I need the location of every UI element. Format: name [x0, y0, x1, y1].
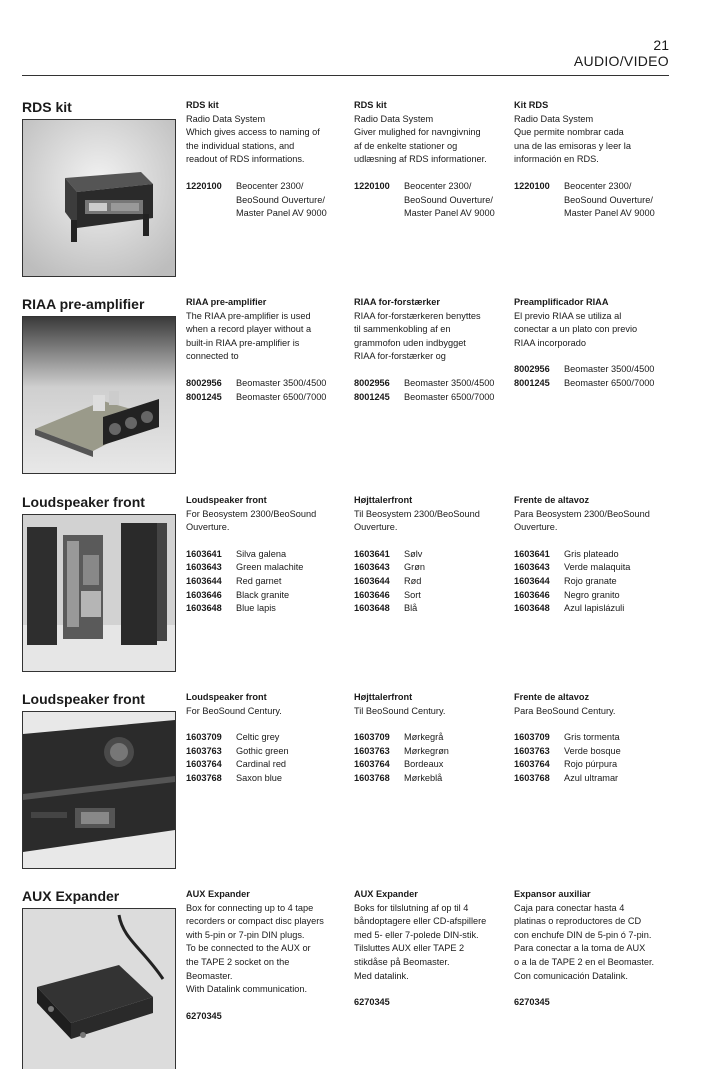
item-code: 1603643 [186, 562, 222, 573]
item-row [354, 180, 514, 221]
product-description: Box for connecting up to 4 tape recorders or compact disc players with 5-pin or 7-pin DIN plugs. To be connected to the AUX or the TAPE 2 socket on the Beomaster. With Datalink communication. [186, 902, 324, 995]
item-row [354, 561, 514, 575]
item-code: 1603641 [354, 548, 390, 559]
item-name: Beomaster 6500/7000 [236, 391, 327, 402]
section-title: RIAA pre-amplifier [22, 296, 145, 312]
item-name: Sort [404, 589, 421, 600]
item-row [354, 745, 514, 759]
item-code: 1220100 [186, 180, 222, 191]
item-list [186, 180, 346, 221]
item-code: 1220100 [514, 180, 550, 191]
item-name: Mørkegrå [404, 732, 444, 743]
item-list [514, 363, 674, 390]
item-row [354, 377, 514, 391]
item-code: 1603644 [186, 575, 222, 586]
item-code: 1603646 [186, 589, 222, 600]
item-list [186, 377, 346, 404]
item-row [186, 561, 346, 575]
section-title: Loudspeaker front [22, 691, 145, 707]
item-row [514, 758, 674, 772]
column-spanish [514, 888, 674, 1010]
item-name: Mørkegrøn [404, 745, 449, 756]
column-spanish [514, 99, 674, 221]
product-description: Radio Data System Giver mulighed for navngivning af de enkelte stationer og udlæsning af RDS informationer. [354, 113, 487, 165]
product-description: Radio Data System Que permite nombrar cada una de las emisoras y leer la información en RDS. [514, 113, 631, 165]
product-heading: Frente de altavoz [514, 692, 590, 702]
item-list [354, 548, 514, 616]
product-description: The RIAA pre-amplifier is used when a record player without a built-in RIAA pre-amplifier is connected to [186, 310, 312, 362]
item-name: Red garnet [236, 575, 282, 586]
item-list [514, 548, 674, 616]
item-code: 1603643 [514, 562, 550, 573]
item-name: Beomaster 6500/7000 [404, 391, 495, 402]
item-row [354, 996, 514, 1010]
item-code: 1603709 [354, 732, 390, 743]
item-code: 1603648 [186, 603, 222, 614]
item-name: Gris plateado [564, 548, 619, 559]
item-row [186, 731, 346, 745]
item-code: 1603648 [514, 603, 550, 614]
item-row [514, 772, 674, 786]
item-code: 1220100 [354, 180, 390, 191]
item-row [354, 391, 514, 405]
product-heading: Højttalerfront [354, 495, 413, 505]
product-heading: Expansor auxiliar [514, 889, 591, 899]
column-danish [354, 99, 514, 221]
item-row [514, 363, 674, 377]
product-description: RIAA for-forstærkeren benyttes til sammenkobling af en grammofon uden indbygget RIAA for-forstærker og [354, 310, 481, 362]
column-english [186, 691, 346, 786]
item-row [354, 548, 514, 562]
product-heading: Kit RDS [514, 100, 549, 110]
item-name: Beocenter 2300/ BeoSound Ouverture/ Master Panel AV 9000 [236, 180, 327, 219]
item-name: Beocenter 2300/ BeoSound Ouverture/ Master Panel AV 9000 [404, 180, 495, 219]
item-name: Rojo granate [564, 575, 617, 586]
item-code: 1603768 [514, 772, 550, 783]
product-heading: RIAA pre-amplifier [186, 297, 267, 307]
product-heading: RDS kit [354, 100, 387, 110]
column-english [186, 99, 346, 221]
item-code: 8002956 [186, 377, 222, 388]
item-name: Verde malaquita [564, 562, 631, 573]
product-description: Para Beosystem 2300/BeoSound Ouverture. [514, 508, 650, 533]
product-heading: Frente de altavoz [514, 495, 590, 505]
item-code: 1603763 [514, 745, 550, 756]
item-list [514, 731, 674, 785]
item-row [186, 772, 346, 786]
column-english [186, 296, 346, 404]
item-code: 1603763 [354, 745, 390, 756]
product-photo-aux-expander [22, 908, 176, 1069]
item-code: 1603644 [354, 575, 390, 586]
item-row [186, 1010, 346, 1024]
item-row [514, 745, 674, 759]
item-row [514, 180, 674, 221]
item-code: 1603709 [186, 732, 222, 743]
item-name: Beomaster 3500/4500 [564, 364, 655, 375]
item-row [514, 575, 674, 589]
item-name: Azul ultramar [564, 772, 619, 783]
product-heading: RDS kit [186, 100, 219, 110]
product-description: Til Beosystem 2300/BeoSound Ouverture. [354, 508, 480, 533]
item-code: 6270345 [514, 997, 550, 1008]
item-name: Grøn [404, 562, 425, 573]
item-name: Negro granito [564, 589, 620, 600]
item-name: Blå [404, 603, 418, 614]
item-code: 1603764 [354, 759, 390, 770]
item-list [354, 180, 514, 221]
page-category: AUDIO/VIDEO [573, 53, 669, 69]
item-row [514, 548, 674, 562]
item-code: 1603641 [186, 548, 222, 559]
item-row [186, 548, 346, 562]
item-row [354, 602, 514, 616]
column-danish [354, 296, 514, 404]
item-row [354, 731, 514, 745]
item-code: 8001245 [186, 391, 222, 402]
item-row [514, 731, 674, 745]
item-name: Beocenter 2300/ BeoSound Ouverture/ Master Panel AV 9000 [564, 180, 655, 219]
item-code: 1603648 [354, 603, 390, 614]
product-description: Boks for tilslutning af op til 4 båndoptagere eller CD-afspillere med 5- eller 7-polede DIN-stik. Tilsluttes AUX eller TAPE 2 stikdåse på Beomaster. Med datalink. [354, 902, 487, 981]
column-danish [354, 888, 514, 1010]
item-name: Rojo púrpura [564, 759, 618, 770]
item-code: 6270345 [354, 997, 390, 1008]
item-code: 1603768 [354, 772, 390, 783]
item-list [354, 731, 514, 785]
column-spanish [514, 296, 674, 391]
section-title: RDS kit [22, 99, 72, 115]
item-name: Silva galena [236, 548, 287, 559]
item-row [354, 589, 514, 603]
item-code: 8002956 [514, 364, 550, 375]
item-code: 1603709 [514, 732, 550, 743]
item-list [354, 996, 514, 1010]
item-name: Bordeaux [404, 759, 444, 770]
item-name: Mørkeblå [404, 772, 443, 783]
product-description: Para BeoSound Century. [514, 705, 616, 716]
item-list [186, 1010, 346, 1024]
item-code: 8002956 [354, 377, 390, 388]
product-description: Til BeoSound Century. [354, 705, 446, 716]
item-row [186, 602, 346, 616]
product-description: El previo RIAA se utiliza al conectar a un plato con previo RIAA incorporado [514, 310, 638, 348]
product-photo-rds-kit [22, 119, 176, 277]
item-list [186, 731, 346, 785]
item-row [514, 602, 674, 616]
item-name: Saxon blue [236, 772, 282, 783]
item-name: Gothic green [236, 745, 289, 756]
item-name: Black granite [236, 589, 290, 600]
item-row [514, 377, 674, 391]
item-name: Green malachite [236, 562, 304, 573]
section-title: AUX Expander [22, 888, 120, 904]
item-row [354, 758, 514, 772]
product-description: For BeoSound Century. [186, 705, 282, 716]
item-row [186, 377, 346, 391]
column-english [186, 494, 346, 616]
item-code: 1603641 [514, 548, 550, 559]
product-photo-loudspeaker-beosystem [22, 514, 176, 672]
item-code: 1603646 [354, 589, 390, 600]
item-code: 1603646 [514, 589, 550, 600]
column-spanish [514, 691, 674, 786]
product-heading: Loudspeaker front [186, 692, 267, 702]
product-heading: AUX Expander [354, 889, 418, 899]
item-row [186, 180, 346, 221]
item-row [514, 561, 674, 575]
item-name: Verde bosque [564, 745, 621, 756]
item-code: 1603768 [186, 772, 222, 783]
item-name: Cardinal red [236, 759, 287, 770]
item-row [514, 589, 674, 603]
product-description: For Beosystem 2300/BeoSound Ouverture. [186, 508, 317, 533]
item-code: 1603764 [514, 759, 550, 770]
column-spanish [514, 494, 674, 616]
header-rule [22, 75, 669, 76]
item-name: Beomaster 3500/4500 [404, 377, 495, 388]
item-list [514, 180, 674, 221]
column-danish [354, 691, 514, 786]
item-code: 6270345 [186, 1010, 222, 1021]
item-name: Celtic grey [236, 732, 280, 743]
item-name: Gris tormenta [564, 732, 620, 743]
item-code: 1603764 [186, 759, 222, 770]
product-description: Caja para conectar hasta 4 platinas o reproductores de CD con enchufe DIN de 5-pin ó 7-pin. Para conectar a la toma de AUX o a la de TAPE 2 en el Beomaster. Con comunicación Datalink. [514, 902, 655, 981]
item-row [354, 575, 514, 589]
item-list [354, 377, 514, 404]
item-list [514, 996, 674, 1010]
item-code: 1603644 [514, 575, 550, 586]
product-heading: Preamplificador RIAA [514, 297, 609, 307]
section-title: Loudspeaker front [22, 494, 145, 510]
product-heading: AUX Expander [186, 889, 250, 899]
item-row [186, 391, 346, 405]
item-name: Azul lapislázuli [564, 603, 625, 614]
item-row [186, 745, 346, 759]
item-code: 8001245 [354, 391, 390, 402]
column-danish [354, 494, 514, 616]
item-name: Blue lapis [236, 603, 276, 614]
page-number: 21 [653, 37, 669, 53]
product-photo-loudspeaker-century [22, 711, 176, 869]
product-description: Radio Data System Which gives access to naming of the individual stations, and readout of RDS informations. [186, 113, 320, 165]
item-row [354, 772, 514, 786]
item-row [186, 589, 346, 603]
item-code: 1603643 [354, 562, 390, 573]
product-heading: RIAA for-forstærker [354, 297, 440, 307]
item-name: Beomaster 6500/7000 [564, 377, 655, 388]
item-row [186, 758, 346, 772]
item-name: Rød [404, 575, 422, 586]
item-name: Beomaster 3500/4500 [236, 377, 327, 388]
product-heading: Loudspeaker front [186, 495, 267, 505]
item-code: 8001245 [514, 377, 550, 388]
product-heading: Højttalerfront [354, 692, 413, 702]
item-code: 1603763 [186, 745, 222, 756]
item-row [514, 996, 674, 1010]
column-english [186, 888, 346, 1023]
item-name: Sølv [404, 548, 423, 559]
item-row [186, 575, 346, 589]
product-photo-riaa [22, 316, 176, 474]
item-list [186, 548, 346, 616]
